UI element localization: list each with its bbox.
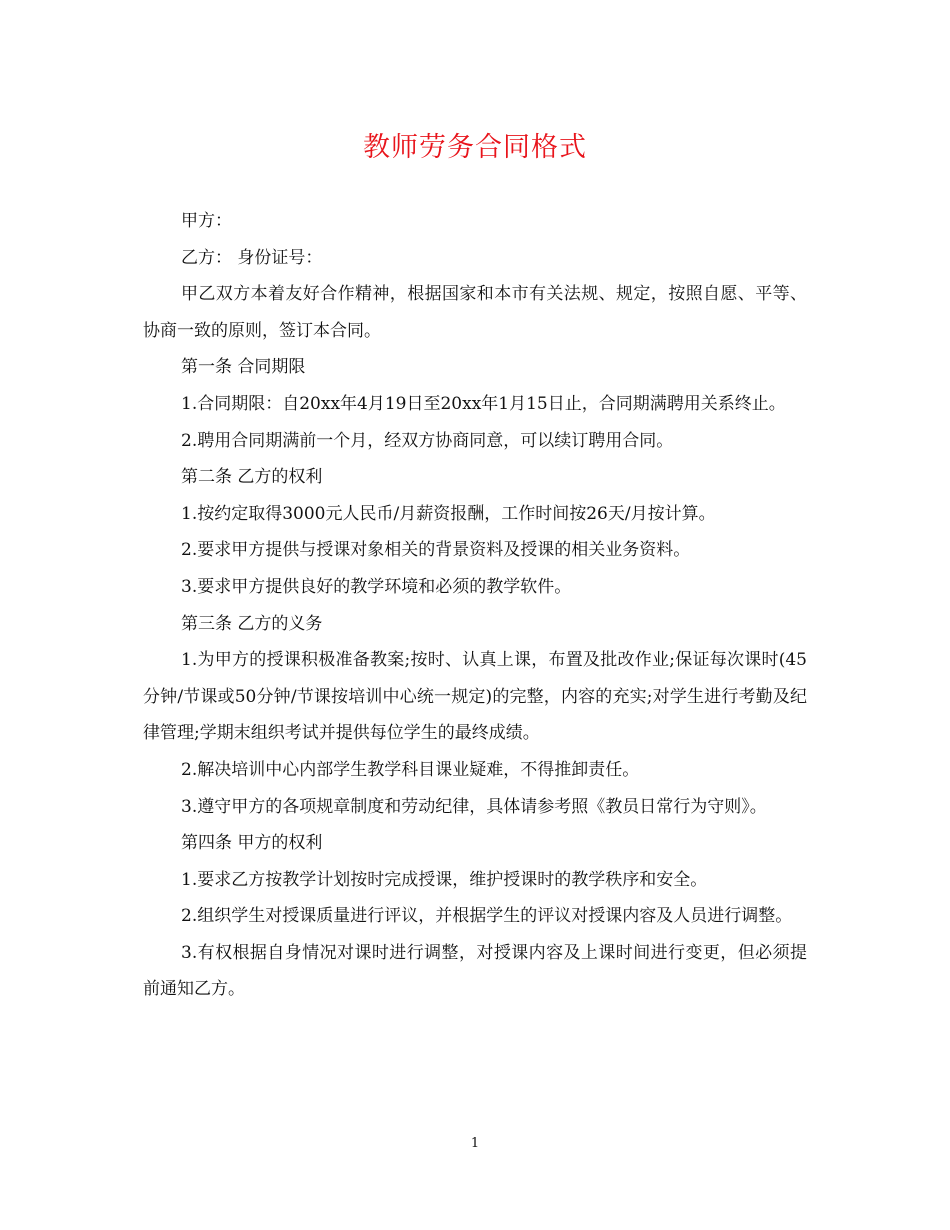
document-body bbox=[143, 203, 807, 1008]
article-2-item-1: 1.按约定取得3000元人民币/月薪资报酬，工作时间按26天/月按计算。 bbox=[181, 503, 716, 524]
article-1-heading: 第一条 合同期限 bbox=[181, 357, 306, 378]
article-2-item-3: 3.要求甲方提供良好的教学环境和必须的教学软件。 bbox=[181, 576, 572, 597]
article-1-item-1: 1.合同期限：自20xx年4月19日至20xx年1月15日止，合同期满聘用关系终止。 bbox=[181, 393, 786, 414]
article-2-item-2: 2.要求甲方提供与授课对象相关的背景资料及授课的相关业务资料。 bbox=[181, 540, 691, 561]
article-3-heading: 第三条 乙方的义务 bbox=[181, 613, 323, 634]
article-4-heading: 第四条 甲方的权利 bbox=[181, 833, 323, 854]
page-number: 1 bbox=[470, 1136, 480, 1151]
document-title: 教师劳务合同格式 bbox=[363, 132, 587, 163]
article-2-heading: 第二条 乙方的权利 bbox=[181, 467, 323, 488]
paragraph-party-b: 乙方： 身份证号： bbox=[181, 247, 323, 268]
paragraph-preamble: 甲乙双方本着友好合作精神，根据国家和本市有关法规、规定，按照自愿、平等、协商一致的原则，签订本合同。 bbox=[143, 284, 807, 341]
paragraph-party-a: 甲方： bbox=[181, 211, 232, 231]
article-4-item-2: 2.组织学生对授课质量进行评议，并根据学生的评议对授课内容及人员进行调整。 bbox=[181, 906, 793, 927]
article-1-item-2: 2.聘用合同期满前一个月，经双方协商同意，可以续订聘用合同。 bbox=[181, 430, 674, 451]
article-4-item-1: 1.要求乙方按教学计划按时完成授课，维护授课时的教学秩序和安全。 bbox=[181, 869, 708, 890]
article-3-item-2: 2.解决培训中心内部学生教学科目课业疑难，不得推卸责任。 bbox=[181, 759, 640, 780]
article-3-item-3: 3.遵守甲方的各项规章制度和劳动纪律，具体请参考照《教员日常行为守则》。 bbox=[181, 796, 767, 817]
article-3-item-1: 1.为甲方的授课积极准备教案;按时、认真上课，布置及批改作业;保证每次课时(45分钟/节课或50分钟/节课按培训中心统一规定)的完整，内容的充实;对学生进行考勤及纪律管理;学期末组织考试并提供每位学生的最终成绩。 bbox=[143, 650, 807, 744]
article-4-item-3: 3.有权根据自身情况对课时进行调整，对授课内容及上课时间进行变更，但必须提前通知乙方。 bbox=[143, 942, 807, 1000]
